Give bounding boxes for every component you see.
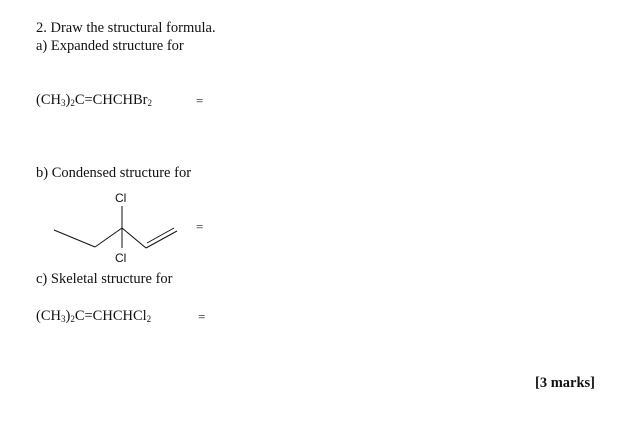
formula-text: C=CHCHBr [74,92,148,108]
formula-subscript: 2 [147,98,152,108]
formula-text: (CH [36,308,61,324]
atom-label-bottom: Cl [115,251,127,265]
part-c-label: c) Skeletal structure for [36,271,173,287]
formula-text: ) [65,92,71,108]
part-b-label: b) Condensed structure for [36,165,192,181]
formula-subscript: 3 [60,98,66,108]
bond-c1-c2 [54,230,95,247]
question-title: 2. Draw the structural formula. [36,20,216,36]
formula-subscript: 2 [70,98,75,108]
formula-text: ) [65,308,71,324]
formula-text: C=CHCHCl [74,308,147,324]
formula-subscript: 2 [70,314,75,324]
bond-c4-c5 [146,231,177,248]
formula-text: (CH [36,92,61,108]
part-a-formula [36,92,152,110]
formula-subscript: 3 [60,314,66,324]
part-c-formula [36,308,151,326]
skeletal-structure-drawing [50,188,190,268]
atom-label-top: Cl [115,191,127,205]
part-b-equals: = [196,219,204,234]
part-a-label: a) Expanded structure for [36,38,184,54]
formula-subscript: 2 [146,314,152,324]
part-a-equals: = [196,93,204,108]
bond-c4-c5-double [147,228,174,243]
bond-c2-c3 [95,228,122,247]
bond-c3-c4 [122,228,146,248]
marks-label: [3 marks] [535,375,596,391]
part-c-equals: = [198,309,206,324]
